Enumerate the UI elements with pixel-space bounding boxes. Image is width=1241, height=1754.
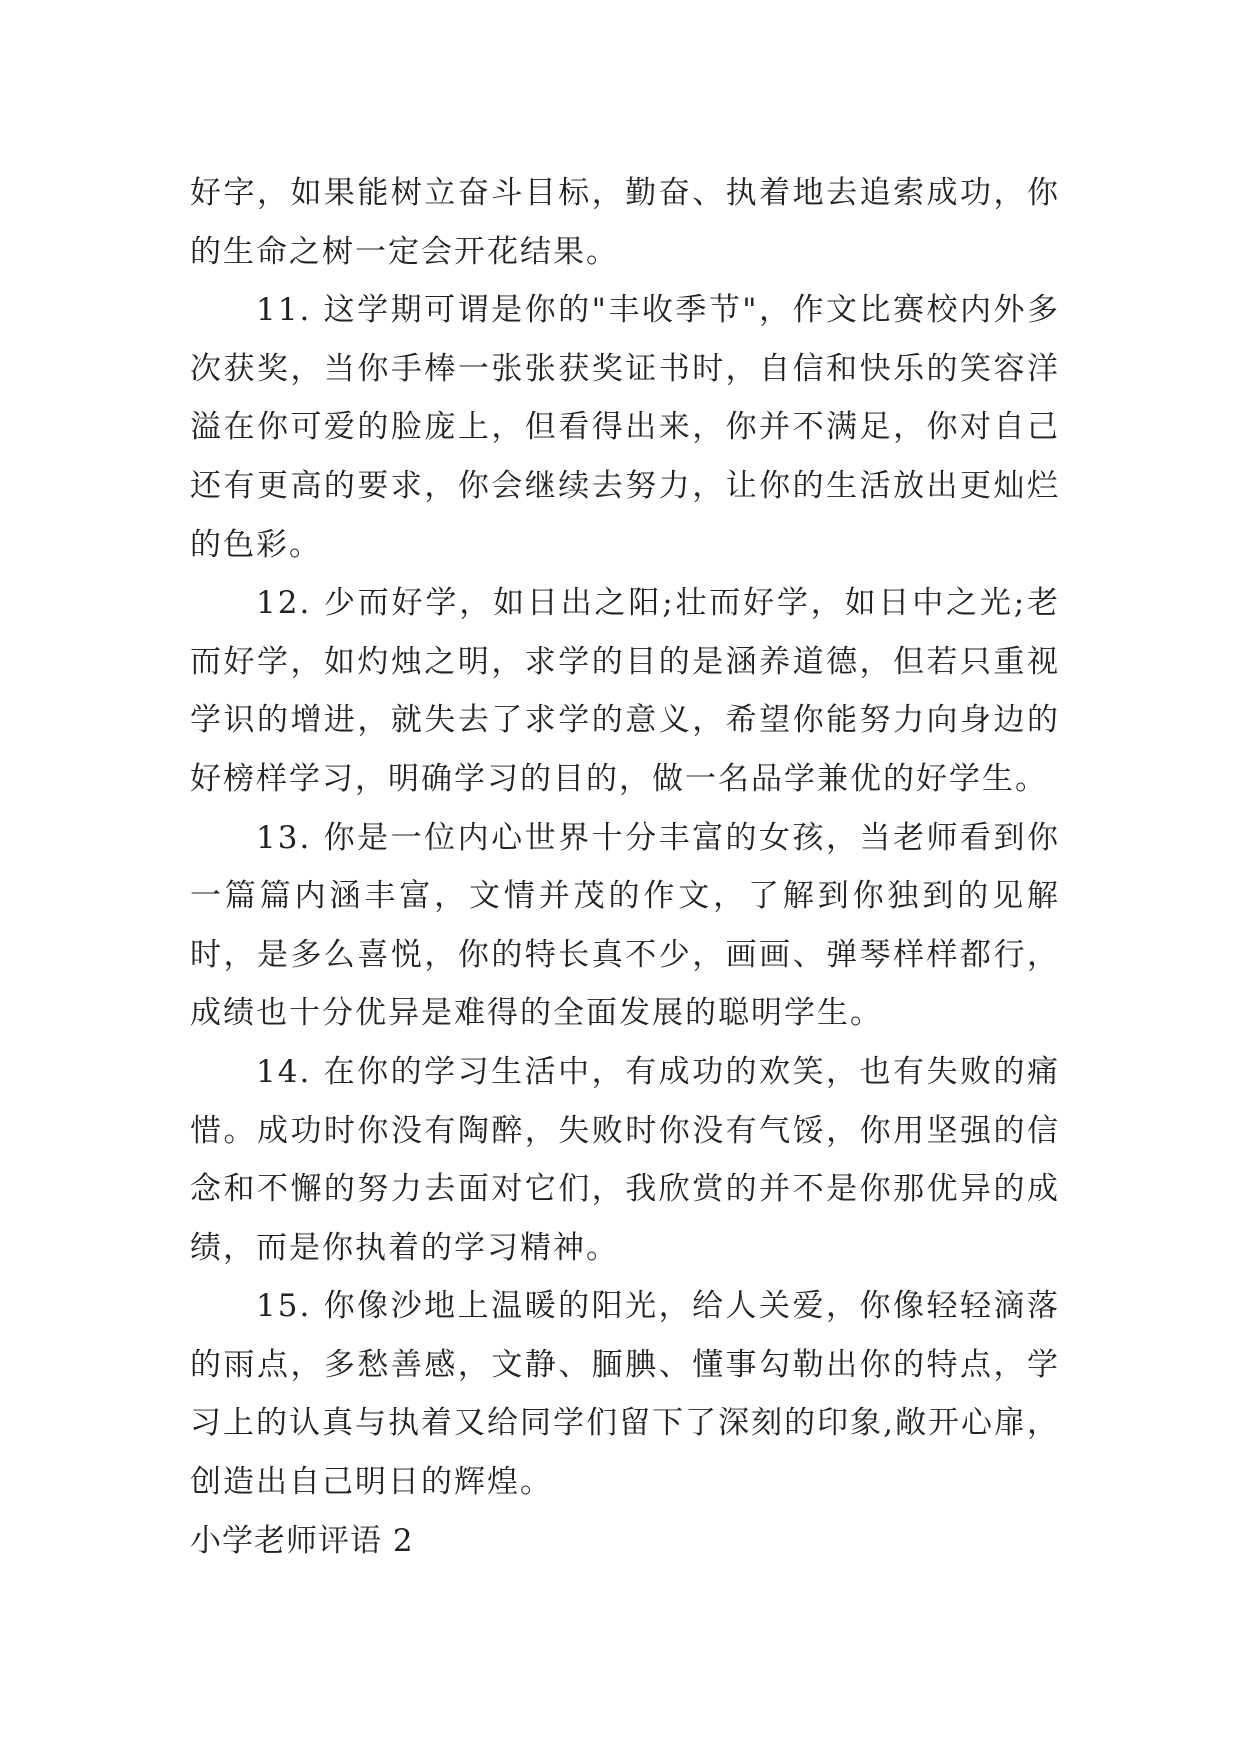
paragraph-13: 13. 你是一位内心世界十分丰富的女孩，当老师看到你一篇篇内涵丰富，文情并茂的作文，了解到你独到的见解时，是多么喜悦，你的特长真不少，画画、弹琴样样都行，成绩也十分优异是难得的全面发展的聪明学生。 xyxy=(190,819,1060,1032)
paragraph-12: 12. 少而好学，如日出之阳;壮而好学，如日中之光;老而好学，如灼烛之明，求学的目的是涵养道德，但若只重视学识的增进，就失去了求学的意义，希望你能努力向身边的好榜样学习，明确学习的目的，做一名品学兼优的好学生。 xyxy=(190,585,1060,797)
paragraph-15: 15. 你像沙地上温暖的阳光，给人关爱，你像轻轻滴落的雨点，多愁善感，文静、腼腆、懂事勾勒出你的特点，学习上的认真与执着又给同学们留下了深刻的印象,敞开心扉，创造出自己明日的辉煌。 xyxy=(190,1288,1060,1501)
section-heading: 小学老师评语 2 xyxy=(190,1522,414,1559)
paragraph-11: 11. 这学期可谓是你的"丰收季节"，作文比赛校内外多次获奖，当你手棒一张张获奖证书时，自信和快乐的笑容洋溢在你可爱的脸庞上，但看得出来，你并不满足，你对自己还有更高的要求，你会继续去努力，让你的生活放出更灿烂的色彩。 xyxy=(190,292,1060,563)
document-body xyxy=(190,164,1060,1570)
paragraph-continuation: 好字，如果能树立奋斗目标，勤奋、执着地去追索成功，你的生命之树一定会开花结果。 xyxy=(190,175,1060,270)
paragraph-14: 14. 在你的学习生活中，有成功的欢笑，也有失败的痛惜。成功时你没有陶醉，失败时你没有气馁，你用坚强的信念和不懈的努力去面对它们，我欣赏的并不是你那优异的成绩，而是你执着的学习精神。 xyxy=(190,1053,1060,1266)
